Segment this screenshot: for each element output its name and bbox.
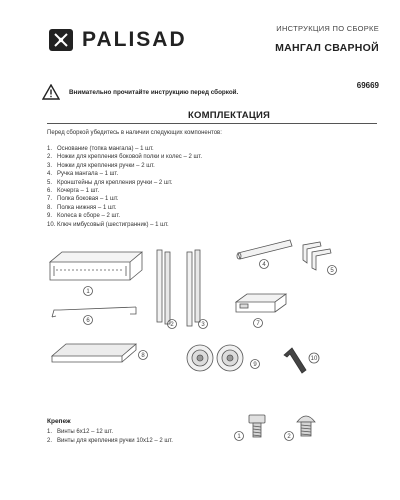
legs-handle-drawing xyxy=(187,250,200,326)
fastener-label-1: 1 xyxy=(237,434,241,440)
article-number: 69669 xyxy=(356,81,379,90)
side-shelf-drawing xyxy=(236,294,286,312)
handle-drawing xyxy=(237,240,292,259)
brand-name: PALISAD xyxy=(82,28,187,51)
grill-base-drawing xyxy=(50,252,142,280)
figure-label-7: 7 xyxy=(256,321,260,327)
list-item: 2. Ножки для крепления боковой полки и колес – 2 шт. xyxy=(47,154,203,161)
figure-label-2: 2 xyxy=(170,322,174,328)
figure-label-1: 1 xyxy=(86,289,90,295)
figure-label-4: 4 xyxy=(262,262,266,268)
figure-label-5: 5 xyxy=(330,268,334,274)
list-item: 3. Ножки для крепления ручки – 2 шт. xyxy=(47,162,155,169)
list-item: 10. Ключ имбусовый (шестигранник) – 1 шт. xyxy=(47,221,169,228)
list-item: 4. Ручка мангала – 1 шт. xyxy=(47,171,119,178)
wheels-drawing xyxy=(187,345,243,371)
legs-side-shelf-drawing xyxy=(157,250,170,324)
list-item: 1. Винты 6х12 – 12 шт. xyxy=(47,429,113,435)
poker-drawing xyxy=(52,307,136,317)
list-item: 7. Полка боковая – 1 шт. xyxy=(47,196,119,203)
screw-10x12-drawing xyxy=(297,416,315,436)
screw-6x12-drawing xyxy=(249,415,265,437)
figure-label-6: 6 xyxy=(86,318,90,324)
fastener-label-2: 2 xyxy=(287,434,291,440)
list-item: 2. Винты для крепления ручки 10х12 – 2 шт. xyxy=(47,437,173,444)
figure-label-3: 3 xyxy=(201,322,205,328)
hex-key-drawing xyxy=(284,348,306,373)
warning-text: Внимательно прочитайте инструкцию перед сборкой. xyxy=(69,88,239,96)
fasteners-list xyxy=(47,428,173,445)
list-item: 6. Кочерга – 1 шт. xyxy=(47,188,100,195)
list-item: 5. Кронштейны для крепления ручки – 2 шт. xyxy=(47,179,173,186)
section-intro: Перед сборкой убедитесь в наличии следующих компонентов: xyxy=(47,130,222,136)
list-item: 8. Полка нижняя – 1 шт. xyxy=(47,204,117,211)
document-title: МАНГАЛ СВАРНОЙ xyxy=(275,42,379,54)
document-subtitle: ИНСТРУКЦИЯ ПО СБОРКЕ xyxy=(276,24,379,33)
list-item: 1. Основание (топка мангала) – 1 шт. xyxy=(47,146,154,152)
list-item: 9. Колеса в сборе – 2 шт. xyxy=(47,213,121,220)
fasteners-title: Крепеж xyxy=(47,418,71,425)
brackets-drawing xyxy=(303,242,331,270)
figure-label-8: 8 xyxy=(141,353,145,359)
bottom-shelf-drawing xyxy=(52,344,136,362)
figure-label-10: 10 xyxy=(310,356,318,362)
figure-label-9: 9 xyxy=(253,362,257,368)
section-title: КОМПЛЕКТАЦИЯ xyxy=(188,110,271,121)
